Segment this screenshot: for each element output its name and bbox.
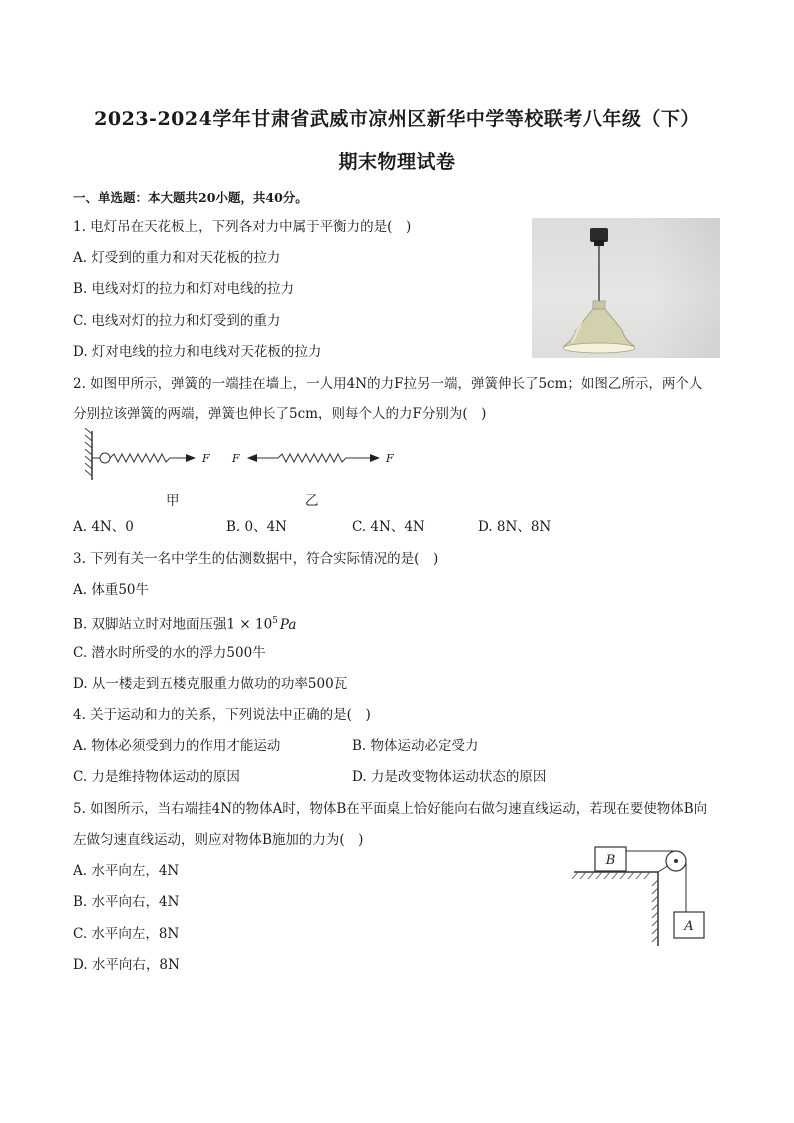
figure-label-yi: 乙 <box>305 493 319 509</box>
q2-stem-line1: 2. 如图甲所示，弹簧的一端挂在墙上，一人用4N的力F拉另一端，弹簧伸长了5cm；如图乙所示，两个人 <box>73 376 703 392</box>
q1-stem: 1. 电灯吊在天花板上，下列各对力中属于平衡力的是( ) <box>73 219 412 235</box>
q1-option-d: D. 灯对电线的拉力和电线对天花板的拉力 <box>73 344 322 360</box>
q3-option-a: A. 体重50牛 <box>73 582 150 598</box>
q4-option-c: C. 力是维持物体运动的原因 <box>73 769 240 785</box>
q3-option-b-exponent: 5 <box>272 616 278 626</box>
exam-title-line1: 2023-2024学年甘肃省武威市凉州区新华中学等校联考八年级（下） <box>94 108 700 130</box>
section-heading: 一、单选题：本大题共20小题，共40分。 <box>73 190 308 205</box>
q2-option-d: D. 8N、8N <box>478 519 552 535</box>
q4-stem: 4. 关于运动和力的关系，下列说法中正确的是( ) <box>73 707 371 723</box>
block-b-label: B <box>605 853 616 868</box>
pendant-lamp-photo <box>532 218 720 358</box>
spring-figure <box>80 428 410 484</box>
q5-option-c: C. 水平向左，8N <box>73 926 180 942</box>
pulley-figure <box>568 842 716 948</box>
q2-stem-line2: 分别拉该弹簧的两端，弹簧也伸长了5cm，则每个人的力F分别为( ) <box>73 406 487 422</box>
svg-text:F: F <box>232 452 240 465</box>
q3-option-d: D. 从一楼走到五楼克服重力做功的功率500瓦 <box>73 676 348 692</box>
q1-option-a: A. 灯受到的重力和对天花板的拉力 <box>73 250 281 266</box>
q5-stem-line2: 左做匀速直线运动，则应对物体B施加的力为( ) <box>73 832 364 848</box>
q4-option-a: A. 物体必须受到力的作用才能运动 <box>73 738 281 754</box>
q2-option-b: B. 0、4N <box>226 519 287 535</box>
q3-option-b <box>73 613 296 633</box>
q3-option-b-unit: Pa <box>279 616 297 633</box>
q5-stem-line1: 5. 如图所示，当右端挂4N的物体A时，物体B在平面桌上恰好能向右做匀速直线运动，若现在要使物体B向 <box>73 801 708 817</box>
svg-text:F: F <box>386 452 394 465</box>
q1-option-b: B. 电线对灯的拉力和灯对电线的拉力 <box>73 281 295 297</box>
q3-option-b-text: B. 双脚站立时对地面压强1 × 10 <box>73 616 273 633</box>
q5-option-d: D. 水平向右，8N <box>73 957 180 973</box>
q5-option-a: A. 水平向左，4N <box>73 863 180 879</box>
svg-text:F: F <box>202 452 210 465</box>
block-a-label: A <box>684 919 694 934</box>
q4-option-d: D. 力是改变物体运动状态的原因 <box>352 769 547 785</box>
figure-label-jia: 甲 <box>166 493 180 509</box>
q4-option-b: B. 物体运动必定受力 <box>352 738 479 754</box>
q3-stem: 3. 下列有关一名中学生的估测数据中，符合实际情况的是( ) <box>73 551 439 567</box>
q3-option-c: C. 潜水时所受的水的浮力500牛 <box>73 645 266 661</box>
q1-option-c: C. 电线对灯的拉力和灯受到的重力 <box>73 313 281 329</box>
q5-option-b: B. 水平向右，4N <box>73 894 180 910</box>
q2-option-c: C. 4N、4N <box>352 519 425 535</box>
q2-option-a: A. 4N、0 <box>73 519 134 535</box>
exam-title-line2: 期末物理试卷 <box>338 151 456 173</box>
